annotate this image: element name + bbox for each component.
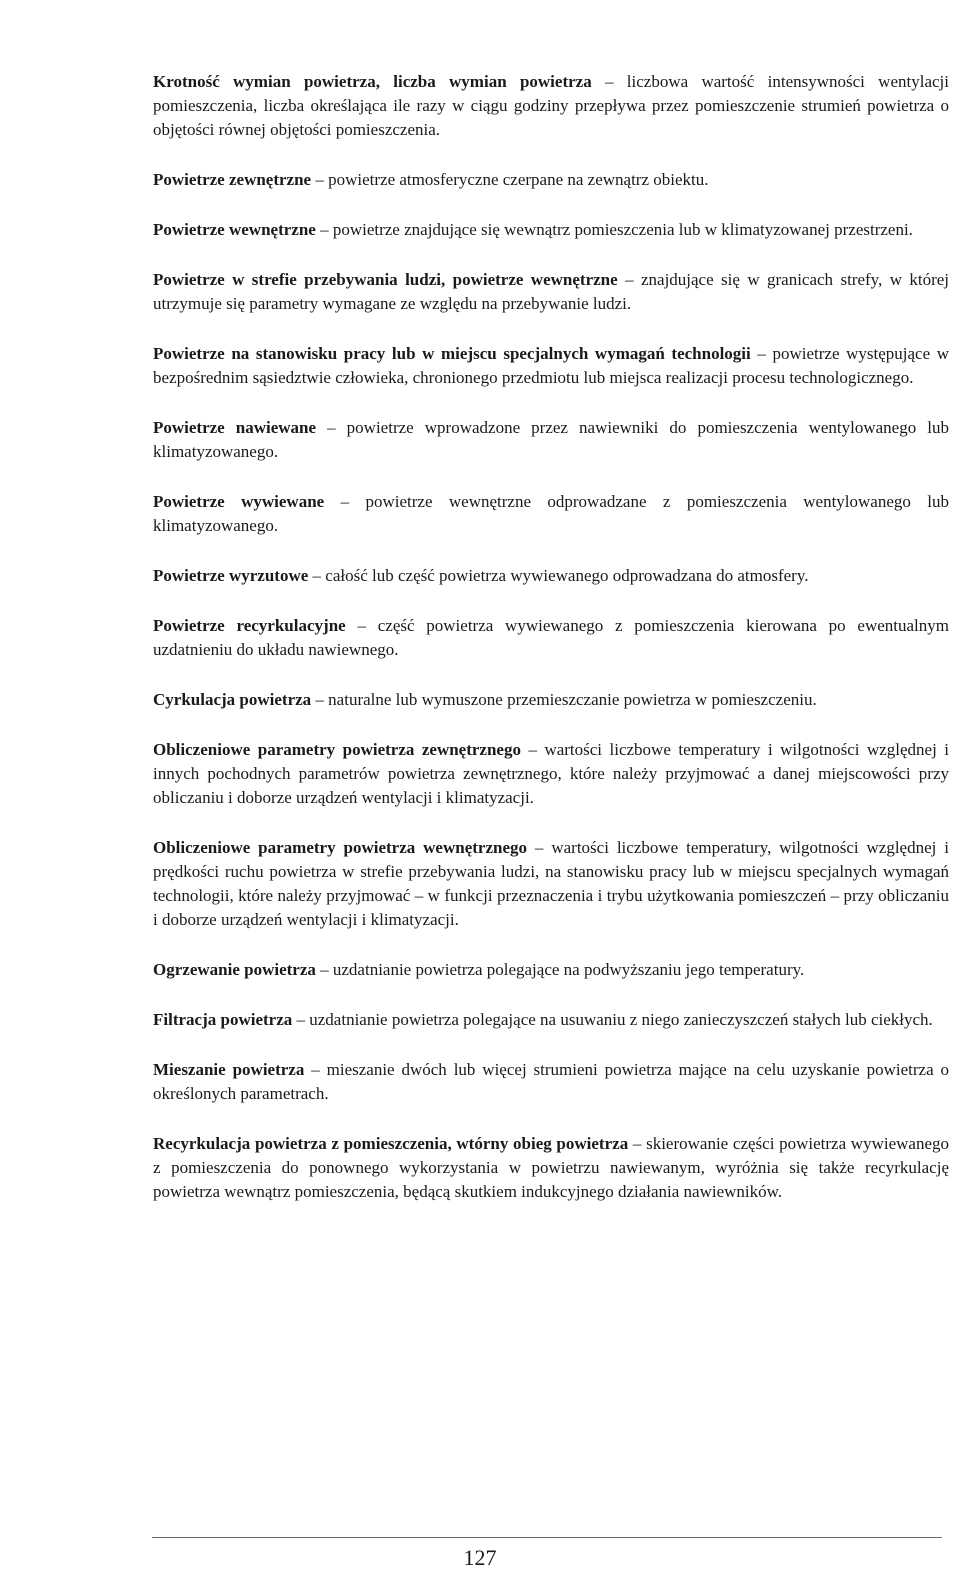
footer-divider: [152, 1537, 942, 1538]
definition-term: Cyrkulacja powietrza: [153, 690, 312, 709]
definition-text: – powietrze występujące w bezpośrednim sąsiedztwie człowieka, chronionego przedmiotu lub miejsca realizacji procesu technologicznego.: [153, 344, 950, 387]
definition-entry: [153, 168, 949, 192]
definition-term: Ogrzewanie powietrza: [153, 960, 316, 979]
definition-term: Krotność wymian powietrza, liczba wymian powietrza: [153, 72, 592, 91]
definition-entry: [153, 70, 949, 142]
definition-entry: [153, 1058, 949, 1106]
definition-entry: [153, 614, 949, 662]
definition-term: Mieszanie powietrza: [153, 1060, 305, 1079]
definition-term: Powietrze wywiewane: [153, 492, 325, 511]
definition-text: – znajdujące się w granicach strefy, w której utrzymuje się parametry wymagane ze względu na przebywanie ludzi.: [153, 270, 950, 313]
definition-term: Recyrkulacja powietrza z pomieszczenia, wtórny obieg powietrza: [153, 1134, 629, 1153]
definition-entry: [153, 836, 949, 932]
definition-text: – skierowanie części powietrza wywiewanego z pomieszczenia do ponownego wykorzystania w powietrzu nawiewanym, wyróżnia się także recyrkulację powietrza wewnątrz pomieszczenia, będącą skutkiem indukcyjnego działania nawiewników.: [153, 1134, 950, 1201]
definition-term: Filtracja powietrza: [153, 1010, 293, 1029]
definition-entry: [153, 416, 949, 464]
definition-entry: [153, 958, 949, 982]
definition-text: – powietrze wprowadzone przez nawiewniki do pomieszczenia wentylowanego lub klimatyzowanego.: [153, 418, 949, 461]
definition-entry: [153, 1132, 949, 1204]
definition-text: – uzdatnianie powietrza polegające na podwyższaniu jego temperatury.: [320, 960, 805, 979]
definition-entry: [153, 342, 949, 390]
definition-entry: [153, 564, 949, 588]
definition-term: Powietrze wewnętrzne: [153, 220, 316, 239]
definition-entry: [153, 738, 949, 810]
definition-text: – powietrze wewnętrzne odprowadzane z pomieszczenia wentylowanego lub klimatyzowanego.: [153, 492, 950, 535]
definition-term: Powietrze wyrzutowe: [153, 566, 309, 585]
definition-term: Powietrze na stanowisku pracy lub w miejscu specjalnych wymagań technologii: [153, 344, 751, 363]
definition-term: Powietrze zewnętrzne: [153, 170, 312, 189]
definition-entry: [153, 688, 949, 712]
definition-text: – całość lub część powietrza wywiewanego odprowadzana do atmosfery.: [312, 566, 809, 585]
definition-text: – wartości liczbowe temperatury i wilgotności względnej i innych pochodnych parametrów powietrza zewnętrznego, które należy przyjmować a danej miejscowości przy obliczaniu i doborze urządzeń wentylacji i klimatyzacji.: [153, 740, 950, 807]
definition-term: Obliczeniowe parametry powietrza zewnętrznego: [153, 740, 521, 759]
definition-text: – naturalne lub wymuszone przemieszczanie powietrza w pomieszczeniu.: [315, 690, 817, 709]
definition-text: – wartości liczbowe temperatury, wilgotności względnej i prędkości ruchu powietrza w strefie przebywania ludzi, na stanowisku pracy lub w miejscu specjalnych wymagań technologii, które należy przyjmować – w funkcji przeznaczenia i trybu użytkowania pomieszczeń – przy obliczaniu i doborze urządzeń wentylacji i klimatyzacji.: [153, 838, 950, 929]
definition-text: – uzdatnianie powietrza polegające na usuwaniu z niego zanieczyszczeń stałych lub ciekłych.: [296, 1010, 933, 1029]
definition-entry: [153, 1008, 949, 1032]
document-body: [153, 70, 949, 1230]
definition-text: – powietrze atmosferyczne czerpane na zewnątrz obiektu.: [315, 170, 709, 189]
definition-text: – powietrze znajdujące się wewnątrz pomieszczenia lub w klimatyzowanej przestrzeni.: [320, 220, 913, 239]
definition-entry: [153, 268, 949, 316]
definition-text: – część powietrza wywiewanego z pomieszczenia kierowana po ewentualnym uzdatnieniu do układu nawiewnego.: [153, 616, 949, 659]
definition-term: Obliczeniowe parametry powietrza wewnętrznego: [153, 838, 527, 857]
definition-text: – liczbowa wartość intensywności wentylacji pomieszczenia, liczba określająca ile razy w ciągu godziny przepływa przez pomieszczenie strumień powietrza o objętości równej objętości pomieszczenia.: [153, 72, 949, 139]
definition-term: Powietrze nawiewane: [153, 418, 317, 437]
definition-text: – mieszanie dwóch lub więcej strumieni powietrza mające na celu uzyskanie powietrza o określonych parametrach.: [153, 1060, 949, 1103]
definition-entry: [153, 490, 949, 538]
definition-term: Powietrze recyrkulacyjne: [153, 616, 346, 635]
definition-term: Powietrze w strefie przebywania ludzi, powietrze wewnętrzne: [153, 270, 618, 289]
page-number: 127: [463, 1545, 497, 1570]
definition-entry: [153, 218, 949, 242]
